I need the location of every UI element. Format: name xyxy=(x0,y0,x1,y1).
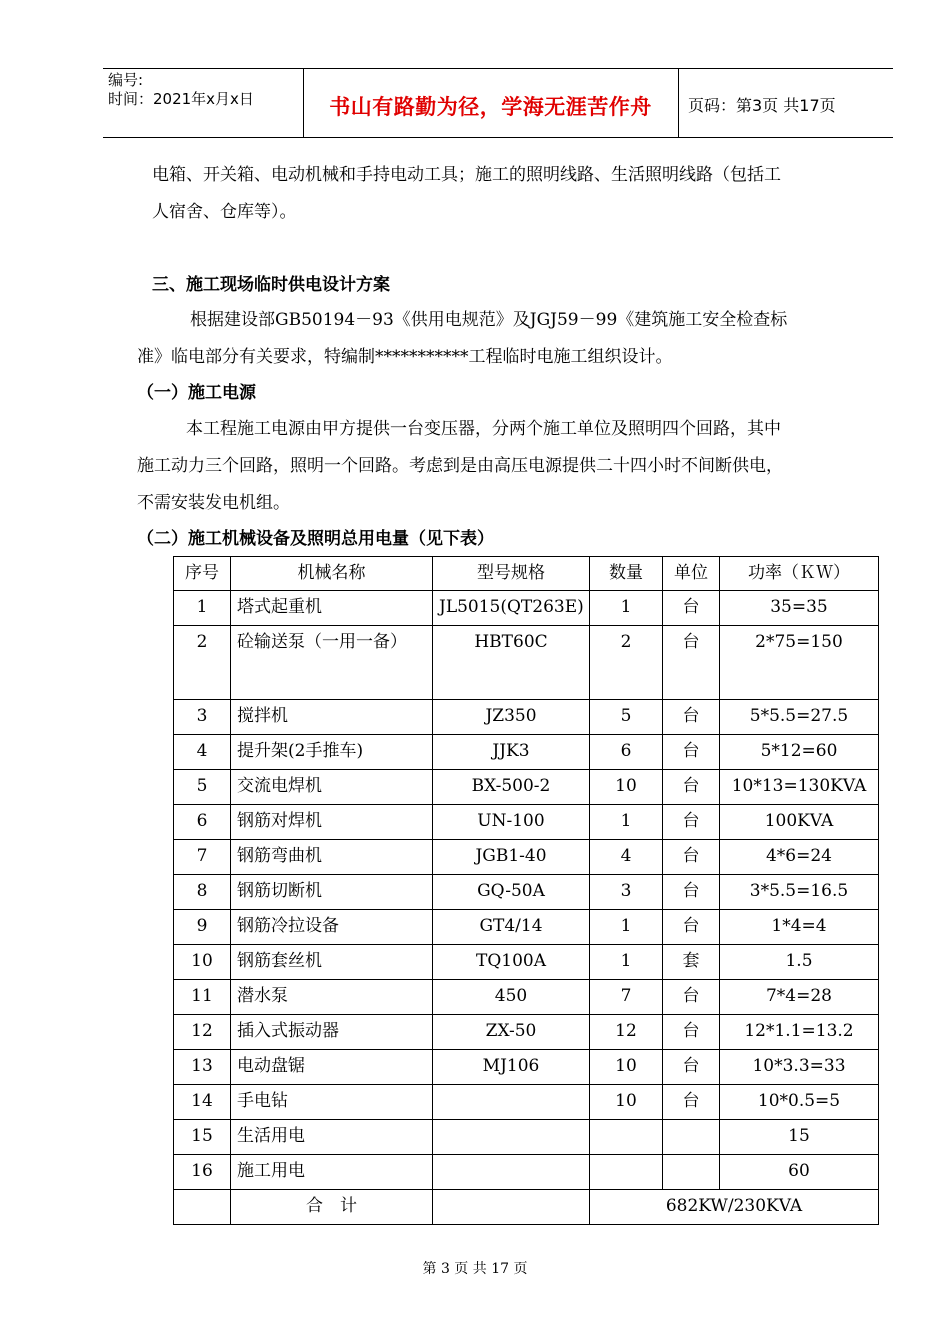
table-row xyxy=(174,1015,879,1050)
row-number: 15 xyxy=(174,1120,231,1155)
header-cell: 单位 xyxy=(663,557,720,591)
power: 10*0.5=5 xyxy=(720,1085,879,1120)
subsection-title: （一）施工电源 xyxy=(137,383,256,403)
power: 1.5 xyxy=(720,945,879,980)
model-spec: MJ106 xyxy=(433,1050,590,1085)
machine-name: 插入式振动器 xyxy=(231,1015,433,1050)
row-number: 16 xyxy=(174,1155,231,1190)
row-number: 14 xyxy=(174,1085,231,1120)
row-number: 5 xyxy=(174,770,231,805)
model-spec: BX-500-2 xyxy=(433,770,590,805)
power: 2*75=150 xyxy=(720,626,879,700)
paragraph-line: 根据建设部GB50194－93《供用电规范》及JGJ59－99《建筑施工安全检查标 xyxy=(190,310,788,330)
model-spec: JL5015(QT263E) xyxy=(433,591,590,626)
subsection-title: （二）施工机械设备及照明总用电量（见下表） xyxy=(137,529,494,549)
quantity xyxy=(590,1120,663,1155)
model-spec: HBT60C xyxy=(433,626,590,700)
power: 3*5.5=16.5 xyxy=(720,875,879,910)
table-row xyxy=(174,1155,879,1190)
model-spec: JZ350 xyxy=(433,700,590,735)
row-number: 6 xyxy=(174,805,231,840)
machine-name: 手电钻 xyxy=(231,1085,433,1120)
row-number: 13 xyxy=(174,1050,231,1085)
serial-label: 编号: xyxy=(108,71,144,89)
machine-name: 塔式起重机 xyxy=(231,591,433,626)
power: 15 xyxy=(720,1120,879,1155)
total-empty-cell xyxy=(174,1190,231,1225)
unit: 台 xyxy=(663,805,720,840)
quantity: 10 xyxy=(590,770,663,805)
power: 10*3.3=33 xyxy=(720,1050,879,1085)
unit: 台 xyxy=(663,1050,720,1085)
paragraph-line: 施工动力三个回路，照明一个回路。考虑到是由高压电源提供二十四小时不间断供电， xyxy=(137,456,783,476)
header-page-info: 页码：第3页 共17页 xyxy=(688,96,836,115)
power: 100KVA xyxy=(720,805,879,840)
header-cell: 机械名称 xyxy=(231,557,433,591)
row-number: 4 xyxy=(174,735,231,770)
page-footer: 第 3 页 共 17 页 xyxy=(422,1261,528,1277)
unit: 台 xyxy=(663,980,720,1015)
header-cell: 数量 xyxy=(590,557,663,591)
row-number: 3 xyxy=(174,700,231,735)
quantity: 10 xyxy=(590,1050,663,1085)
table-row xyxy=(174,591,879,626)
quantity xyxy=(590,1155,663,1190)
unit: 台 xyxy=(663,840,720,875)
section-title: 三、施工现场临时供电设计方案 xyxy=(152,275,390,295)
row-number: 9 xyxy=(174,910,231,945)
unit: 套 xyxy=(663,945,720,980)
model-spec: TQ100A xyxy=(433,945,590,980)
total-empty-cell xyxy=(433,1190,590,1225)
machine-name: 钢筋弯曲机 xyxy=(231,840,433,875)
table-row xyxy=(174,945,879,980)
unit: 台 xyxy=(663,700,720,735)
table-row xyxy=(174,735,879,770)
model-spec: 450 xyxy=(433,980,590,1015)
table-row xyxy=(174,805,879,840)
unit xyxy=(663,1120,720,1155)
machine-name: 潜水泵 xyxy=(231,980,433,1015)
page-header xyxy=(103,68,893,138)
unit xyxy=(663,1155,720,1190)
table-row xyxy=(174,980,879,1015)
quantity: 7 xyxy=(590,980,663,1015)
unit: 台 xyxy=(663,735,720,770)
machine-name: 生活用电 xyxy=(231,1120,433,1155)
table-row xyxy=(174,700,879,735)
machine-name: 交流电焊机 xyxy=(231,770,433,805)
power: 35=35 xyxy=(720,591,879,626)
machine-name: 提升架(2手推车) xyxy=(231,735,433,770)
row-number: 2 xyxy=(174,626,231,700)
model-spec: GQ-50A xyxy=(433,875,590,910)
power: 7*4=28 xyxy=(720,980,879,1015)
quantity: 4 xyxy=(590,840,663,875)
row-number: 7 xyxy=(174,840,231,875)
paragraph-line: 准》临电部分有关要求，特编制***********工程临时电施工组织设计。 xyxy=(137,347,673,367)
table-row xyxy=(174,875,879,910)
table-row xyxy=(174,910,879,945)
power: 5*12=60 xyxy=(720,735,879,770)
model-spec: ZX-50 xyxy=(433,1015,590,1050)
time-label: 时间：2021年x月x日 xyxy=(108,90,254,108)
total-value: 682KW/230KVA xyxy=(590,1190,879,1225)
paragraph-line: 本工程施工电源由甲方提供一台变压器，分两个施工单位及照明四个回路，其中 xyxy=(186,419,781,439)
table-row xyxy=(174,1085,879,1120)
unit: 台 xyxy=(663,1015,720,1050)
header-cell: 功率（ＫＷ） xyxy=(720,557,879,591)
machine-name: 电动盘锯 xyxy=(231,1050,433,1085)
power: 5*5.5=27.5 xyxy=(720,700,879,735)
machine-name: 施工用电 xyxy=(231,1155,433,1190)
machine-name: 钢筋套丝机 xyxy=(231,945,433,980)
power: 60 xyxy=(720,1155,879,1190)
paragraph-line: 不需安装发电机组。 xyxy=(137,493,290,513)
machine-name: 搅拌机 xyxy=(231,700,433,735)
table-row xyxy=(174,1050,879,1085)
header-divider xyxy=(678,69,679,137)
power: 12*1.1=13.2 xyxy=(720,1015,879,1050)
model-spec xyxy=(433,1120,590,1155)
header-meta xyxy=(108,71,254,109)
quantity: 1 xyxy=(590,591,663,626)
row-number: 10 xyxy=(174,945,231,980)
row-number: 11 xyxy=(174,980,231,1015)
machine-name: 钢筋冷拉设备 xyxy=(231,910,433,945)
intro-line: 人宿舍、仓库等）。 xyxy=(152,202,297,222)
table-total-row xyxy=(174,1190,879,1225)
model-spec: JJK3 xyxy=(433,735,590,770)
header-cell: 型号规格 xyxy=(433,557,590,591)
unit: 台 xyxy=(663,770,720,805)
table-row xyxy=(174,840,879,875)
equipment-power-table xyxy=(173,556,879,1225)
quantity: 3 xyxy=(590,875,663,910)
row-number: 8 xyxy=(174,875,231,910)
unit: 台 xyxy=(663,910,720,945)
table-row xyxy=(174,770,879,805)
quantity: 1 xyxy=(590,805,663,840)
intro-line: 电箱、开关箱、电动机械和手持电动工具；施工的照明线路、生活照明线路（包括工 xyxy=(152,165,781,185)
machine-name: 砼输送泵（一用一备） xyxy=(231,626,433,700)
quantity: 5 xyxy=(590,700,663,735)
header-cell: 序号 xyxy=(174,557,231,591)
quantity: 12 xyxy=(590,1015,663,1050)
table-header-row xyxy=(174,557,879,591)
quantity: 1 xyxy=(590,910,663,945)
quantity: 2 xyxy=(590,626,663,700)
model-spec: JGB1-40 xyxy=(433,840,590,875)
model-spec xyxy=(433,1085,590,1120)
machine-name: 钢筋对焊机 xyxy=(231,805,433,840)
total-label: 合 计 xyxy=(231,1190,433,1225)
table-row xyxy=(174,1120,879,1155)
power: 1*4=4 xyxy=(720,910,879,945)
quantity: 10 xyxy=(590,1085,663,1120)
model-spec: GT4/14 xyxy=(433,910,590,945)
unit: 台 xyxy=(663,875,720,910)
row-number: 1 xyxy=(174,591,231,626)
row-number: 12 xyxy=(174,1015,231,1050)
power: 10*13=130KVA xyxy=(720,770,879,805)
model-spec: UN-100 xyxy=(433,805,590,840)
unit: 台 xyxy=(663,591,720,626)
quantity: 1 xyxy=(590,945,663,980)
unit: 台 xyxy=(663,1085,720,1120)
header-motto: 书山有路勤为径，学海无涯苦作舟 xyxy=(329,95,652,119)
machine-name: 钢筋切断机 xyxy=(231,875,433,910)
quantity: 6 xyxy=(590,735,663,770)
unit: 台 xyxy=(663,626,720,700)
table-row xyxy=(174,626,879,700)
model-spec xyxy=(433,1155,590,1190)
power: 4*6=24 xyxy=(720,840,879,875)
